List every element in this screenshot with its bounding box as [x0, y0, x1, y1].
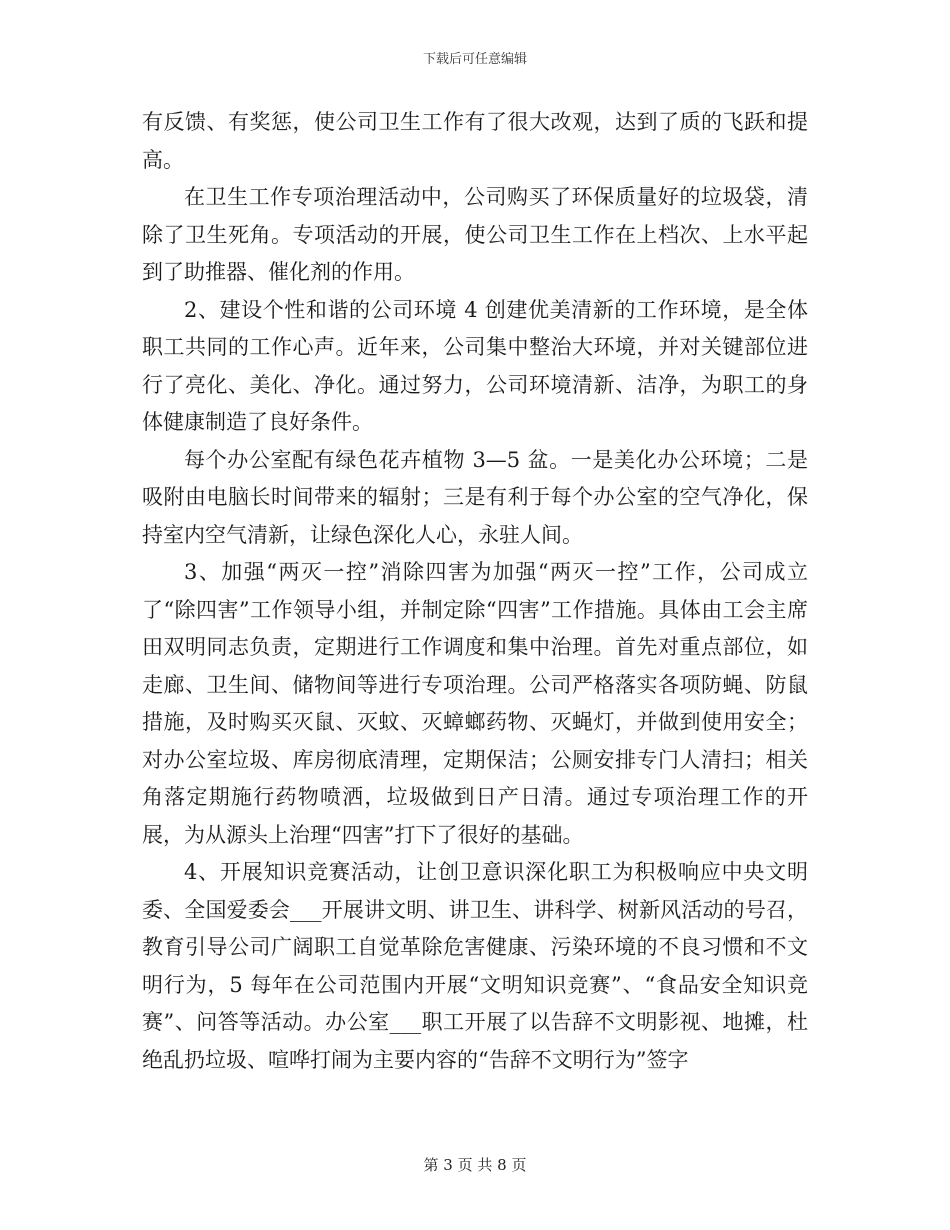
- page-footer: 第 3 页 共 8 页: [423, 1156, 527, 1174]
- paragraph-continuation: 有反馈、有奖惩，使公司卫生工作有了很大改观，达到了质的飞跃和提高。: [142, 110, 808, 172]
- paragraph-cleanup-campaign: 在卫生工作专项治理活动中，公司购买了环保质量好的垃圾袋，清除了卫生死角。专项活动的开展，使公司卫生工作在上档次、上水平起到了助推器、催化剂的作用。: [142, 185, 808, 284]
- paragraph-section-3: 3、加强“两灭一控”消除四害为加强“两灭一控”工作，公司成立了“除四害”工作领导小组，并制定除“四害”工作措施。具体由工会主席田双明同志负责，定期进行工作调度和集中治理。首先对重点部位，如走廊、卫生间、储物间等进行专项治理。公司严格落实各项防蝇、防鼠措施，及时购买灭鼠、灭蚊、灭蟑螂药物、灭蝇灯，并做到使用安全；对办公室垃圾、库房彻底清理，定期保洁；公厕安排专门人清扫；相关角落定期施行药物喷洒，垃圾做到日产日清。通过专项治理工作的开展，为从源头上治理“四害”打下了很好的基础。: [142, 560, 808, 847]
- paragraph-section-4: 4、开展知识竞赛活动，让创卫意识深化职工为积极响应中央文明委、全国爱委会___开展讲文明、讲卫生、讲科学、树新风活动的号召，教育引导公司广阔职工自觉革除危害健康、污染环境的不良习惯和不文明行为，5 每年在公司范围内开展“文明知识竞赛”、“食品安全知识竞赛”、问答等活动。办公室___职工开展了以告辞不文明影视、地摊，杜绝乱扔垃圾、喧哗打闹为主要内容的“告辞不文明行为”签字: [142, 860, 808, 1072]
- document-body: [142, 104, 808, 1079]
- paragraph-section-2: 2、建设个性和谐的公司环境 4 创建优美清新的工作环境，是全体职工共同的工作心声。近年来，公司集中整治大环境，并对关键部位进行了亮化、美化、净化。通过努力，公司环境清新、洁净，为职工的身体健康制造了良好条件。: [142, 297, 808, 434]
- page-header: 下载后可任意编辑: [422, 52, 527, 67]
- paragraph-office-plants: 每个办公室配有绿色花卉植物 3—5 盆。一是美化办公环境；二是吸附由电脑长时间带来的辐射；三是有利于每个办公室的空气净化，保持室内空气清新，让绿色深化人心，永驻人间。: [142, 447, 808, 547]
